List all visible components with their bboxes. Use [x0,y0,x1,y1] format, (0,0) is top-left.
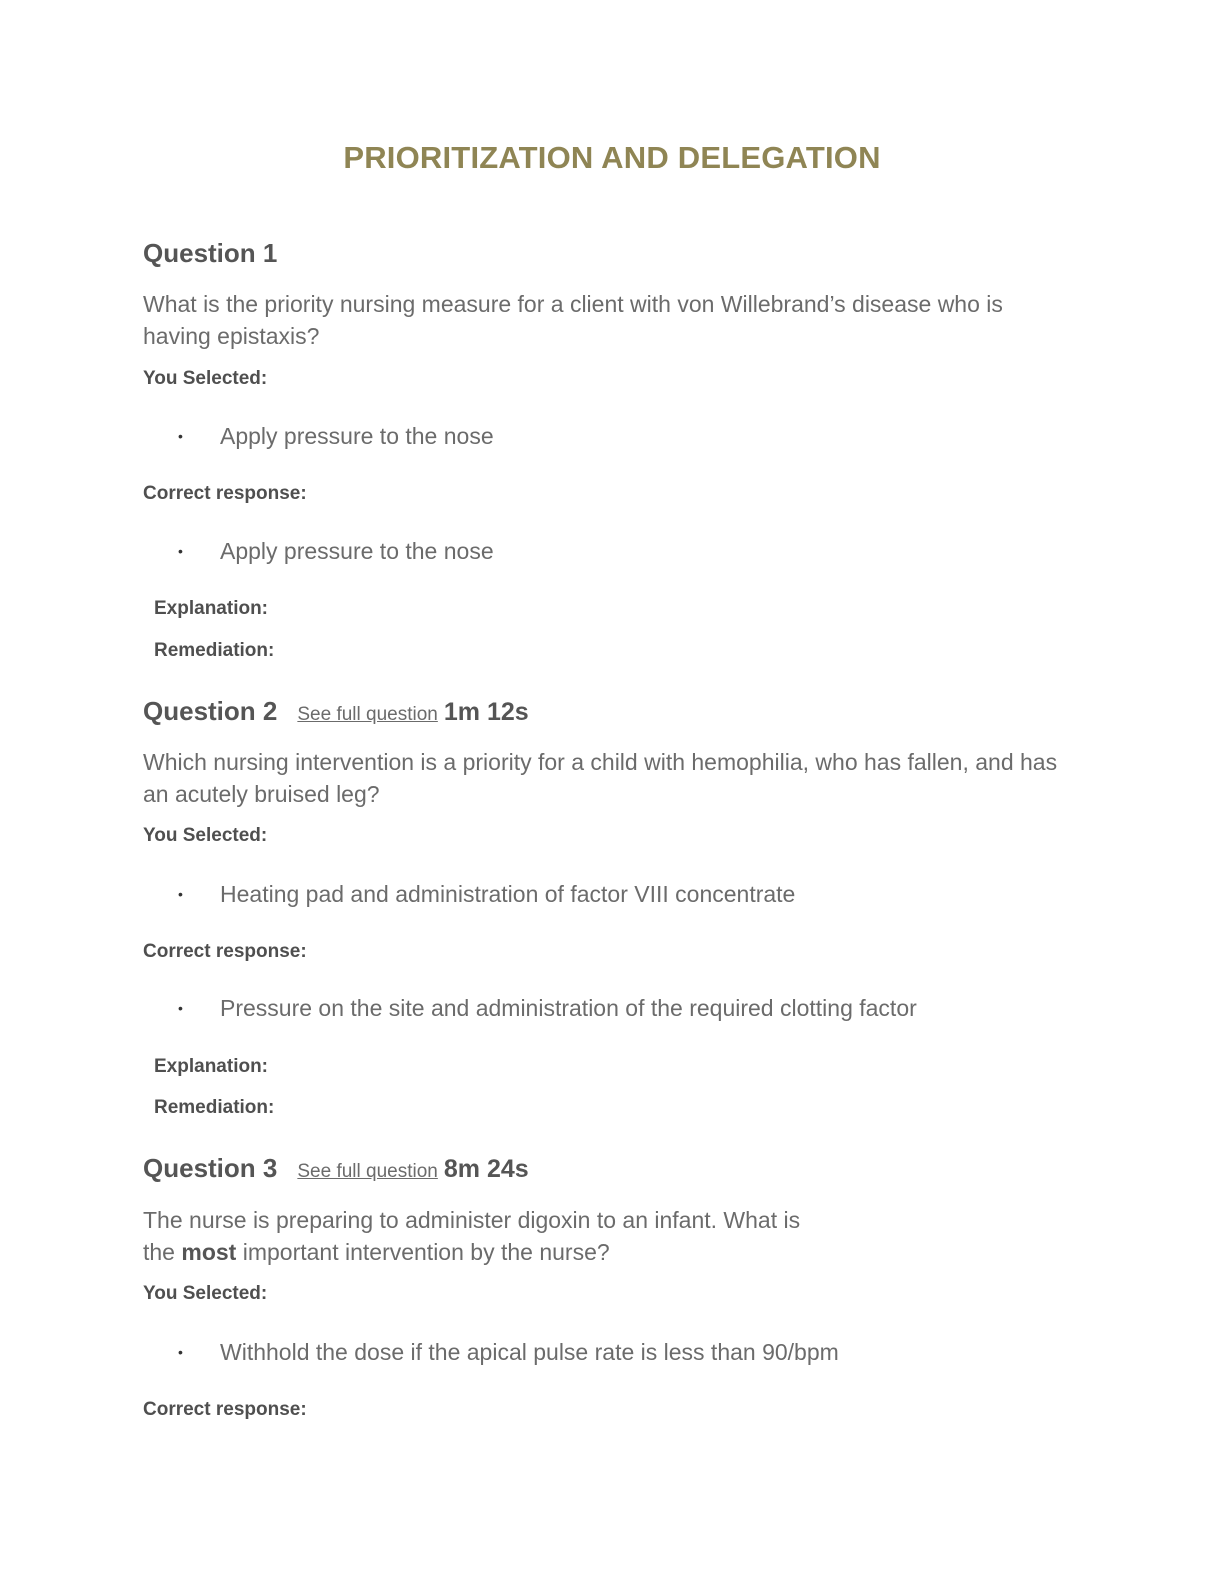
question-1-correct-item [178,538,494,565]
question-3-see-full-link[interactable]: See full question [297,1161,438,1182]
question-3-text-line-2-pre: the [143,1239,182,1265]
question-2-heading [143,696,529,727]
question-2-title: Question 2 [143,696,278,726]
question-2-correct-item [178,995,917,1022]
bullet-icon: • [178,428,183,444]
question-3-you-selected-label: You Selected: [143,1283,268,1304]
question-2-you-selected-item [178,881,795,908]
question-2-correct-label: Correct response: [143,941,307,962]
question-1-correct-label: Correct response: [143,483,307,504]
question-2-correct-text: Pressure on the site and administration of the required clotting factor [220,995,917,1021]
question-3-title: Question 3 [143,1153,278,1183]
question-1-you-selected-text: Apply pressure to the nose [220,423,494,449]
question-1-you-selected-label: You Selected: [143,368,268,389]
question-2-time: 1m 12s [443,698,529,726]
question-1-correct-text: Apply pressure to the nose [220,538,494,564]
question-1-title: Question 1 [143,238,278,268]
question-3-correct-label: Correct response: [143,1399,307,1420]
question-1-remediation-label: Remediation: [154,640,275,661]
question-2-you-selected-label: You Selected: [143,825,268,846]
bullet-icon: • [178,886,183,902]
question-3-text-line-2 [143,1236,1073,1268]
question-1-heading [143,238,277,269]
document-title: PRIORITIZATION AND DELEGATION [343,140,881,175]
question-2-text: Which nursing intervention is a priority for a child with hemophilia, who has fallen, and has an acutely bruised leg? [143,749,1058,807]
question-1-explanation-label: Explanation: [154,598,269,619]
question-3-you-selected-text: Withhold the dose if the apical pulse rate is less than 90/bpm [220,1339,839,1365]
bullet-icon: • [178,1000,183,1016]
bullet-icon: • [178,543,183,559]
question-2-remediation-label: Remediation: [154,1097,275,1118]
question-1-text: What is the priority nursing measure for a client with von Willebrand’s disease who is having epistaxis? [143,291,1003,349]
question-3-you-selected-item [178,1339,839,1366]
question-3-time: 8m 24s [443,1155,529,1183]
question-1-you-selected-item [178,423,494,450]
question-2-see-full-link[interactable]: See full question [297,704,438,725]
question-3-text [143,1204,1073,1268]
bullet-icon: • [178,1344,183,1360]
question-2-you-selected-text: Heating pad and administration of factor VIII concentrate [220,881,796,907]
question-3-text-line-2-post: important intervention by the nurse? [236,1239,610,1265]
question-3-heading [143,1153,529,1184]
question-3-text-line-1: The nurse is preparing to administer digoxin to an infant. What is [143,1207,801,1233]
question-2-explanation-label: Explanation: [154,1056,269,1077]
question-3-text-emphasis: most [181,1239,237,1265]
